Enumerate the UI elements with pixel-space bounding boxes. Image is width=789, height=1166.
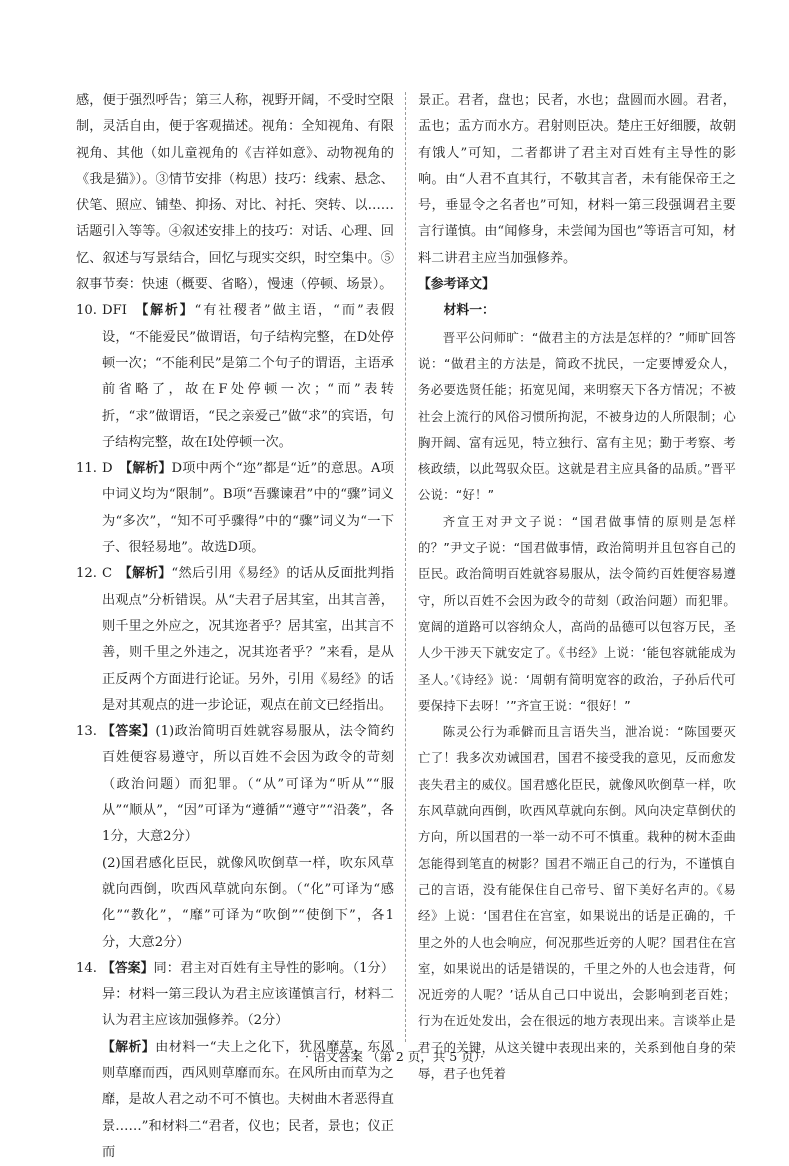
item-number: 11. (76, 461, 97, 477)
answer-part-2: (2)国君感化臣民，就像风吹倒草一样，吹东风草就向西倒，吹西风草就向东倒。（“化”可译为“感化”“教化”，“靡”可译为“吹倒”“使倒下”，各1分，大意2分） (102, 855, 394, 950)
material-label: 材料一： (443, 303, 495, 319)
column-divider (405, 92, 406, 1042)
analysis-text: 由材料一“夫上之化下，犹风靡草，东风则草靡而西，西风则草靡而东。在风所由而草为之靡，是故人君之动不可不慎也。夫树曲木者恶得直景……”和材料二“君者，仪也；民者，景也；仪正而 (102, 1039, 394, 1160)
answer-item-10 (76, 298, 394, 456)
item-number: 12. (76, 566, 97, 582)
answer-letters: DFI (102, 303, 127, 319)
continued-paragraph: 感，便于强烈呼告；第三人称，视野开阔，不受时空限制，灵活自由，便于客观描述。视角：全知视角、有限视角、其他（如儿童视角的《吉祥如意》、动物视角的《我是猫》）。③情节安排（构思）技巧：线索、悬念、伏笔、照应、铺垫、抑扬、对比、衬托、突转、以……话题引入等等。④叙述安排上的技巧：对话、心理、回忆、叙述与写景结合，回忆与现实交织，时空集中。⑤叙事节奏：快速（概要、省略），慢速（停顿、场景）。 (76, 93, 394, 293)
analysis-tag: 【解析】 (102, 1039, 156, 1055)
answer-tag: 【答案】 (102, 724, 156, 740)
answer-letters: C (102, 566, 113, 582)
translation-paragraph-3: 陈灵公行为乖僻而且言语失当，泄冶说：“陈国要灭亡了！我多次劝诫国君，国君不接受我的意见，反而愈发丧失君主的威仪。国君感化臣民，就像风吹倒草一样，吹东风草就向西倒，吹西风草就向东倒。风向决定草倒伏的方向，所以国君的一举一动不可不慎重。栽种的树木歪曲怎能得到笔直的树影？国君不端正自己的行为，不谨慎自己的言语，没有能保住自己帝号、留下美好名声的。《易经》上说：‘国君住在宫室，如果说出的话是正确的，千里之外的人也会响应，何况那些近旁的人呢？国君住在宫室，如果说出的话是错误的，千里之外的人也会违背，何况近旁的人呢？’话从自己口中说出，会影响到老百姓；行为在近处发出，会在很远的地方表现出来。言谈举止是君子的关键，从这关键中表现出来的，关系到他自身的荣辱，君子也凭着 (418, 724, 736, 1081)
translation-paragraph-1: 晋平公问师旷：“做君主的方法是怎样的？”师旷回答说：“做君主的方法是，简政不扰民，一定要博爱众人，务必要选贤任能；拓宽见闻，来明察天下各方情况；不被社会上流行的风俗习惯所拘泥，不被身边的人所限制；心胸开阔、富有远见，特立独行、富有主见；勤于考察、考核政绩，以此驾驭众臣。这就是君主应具备的品质。”晋平公说：“好！” (418, 329, 736, 503)
item-number: 10. (76, 303, 97, 319)
analysis-text: “然后引用《易经》的话从反面批判指出观点”分析错误。从“夫君子居其室，出其言善，则千里之外应之，况其迩者乎？居其室，出其言不善，则千里之外违之，况其迩者乎？”来看，是从正反两个方面进行论证。另外，引用《易经》的话是对其观点的进一步论证，观点在前文已经指出。 (102, 566, 395, 713)
reference-translation-heading: 【参考译文】 (418, 277, 495, 293)
translation-paragraph-2: 齐宣王对尹文子说：“国君做事情的原则是怎样的？”尹文子说：“国君做事情，政治简明并且包容自己的臣民。政治简明百姓就容易服从，法令简约百姓便容易遵守，所以百姓不会因为政令的苛刻（政治问题）而犯罪。宽阔的道路可以容纳众人，高尚的品德可以包容万民，圣人少干涉天下就安定了。《书经》上说：‘能包容就能成为圣人。’《诗经》说：‘周朝有简明宽容的政治，子孙后代可要保持下去呀！’”齐宣王说：“很好！” (418, 513, 736, 713)
right-column (418, 88, 736, 1087)
item-number: 14. (76, 960, 97, 976)
answer-item-11 (76, 456, 394, 561)
left-column (76, 88, 394, 1166)
answer-tag: 【答案】 (102, 960, 154, 976)
analysis-tag: 【解析】 (118, 566, 172, 582)
answer-item-13 (76, 719, 394, 956)
answer-item-12 (76, 561, 394, 719)
analysis-tag: 【解析】 (119, 461, 172, 477)
answer-letters: D (102, 461, 113, 477)
analysis-text: D项中两个“迩”都是“近”的意思。A项中词义均为“限制”。B项“吾骤谏君”中的“骤”词义为“多次”，“知不可乎骤得”中的“骤”词义为“一下子、很轻易地”。故选D项。 (102, 461, 394, 556)
continued-analysis: 景正。君者，盘也；民者，水也；盘圆而水圆。君者，盂也；盂方而水方。君射则臣决。楚庄王好细腰，故朝有饿人”可知，二者都讲了君主对百姓有主导性的影响。由“人君不直其行，不敬其言者，未有能保帝王之号，垂显令之名者也”可知，材料一第三段强调君主要言行谨慎。由“闻修身，未尝闻为国也”等语言可知，材料二讲君主应当加强修养。 (418, 93, 736, 266)
page-footer: · 语文答案 （第 2 页，共 5 页）· (305, 1049, 484, 1064)
analysis-tag: 【解析】 (133, 303, 195, 319)
item-number: 13. (76, 724, 97, 740)
answer-part-1: (1)政治简明百姓就容易服从，法令简约百姓便容易遵守，所以百姓不会因为政令的苛刻（政治问题）而犯罪。（“从”可译为“听从”“服从”“顺从”，“因”可译为“遵循”“遵守”“沿袭”，各1分，大意2分） (102, 724, 395, 845)
answer-text: 同：君主对百姓有主导性的影响。（1分）异：材料一第三段认为君主应该谨慎言行，材料二认为君主应该加强修养。（2分） (102, 960, 395, 1029)
analysis-text: “有社稷者”做主语，“而”表假设，“不能爱民”做谓语，句子结构完整，在D处停顿一次；“不能利民”是第二个句子的谓语，主语承前省略了，故在F处停顿一次；“而”表转折，“求”做谓语，“民之亲爱己”做“求”的宾语，句子结构完整，故在I处停顿一次。 (102, 303, 395, 450)
